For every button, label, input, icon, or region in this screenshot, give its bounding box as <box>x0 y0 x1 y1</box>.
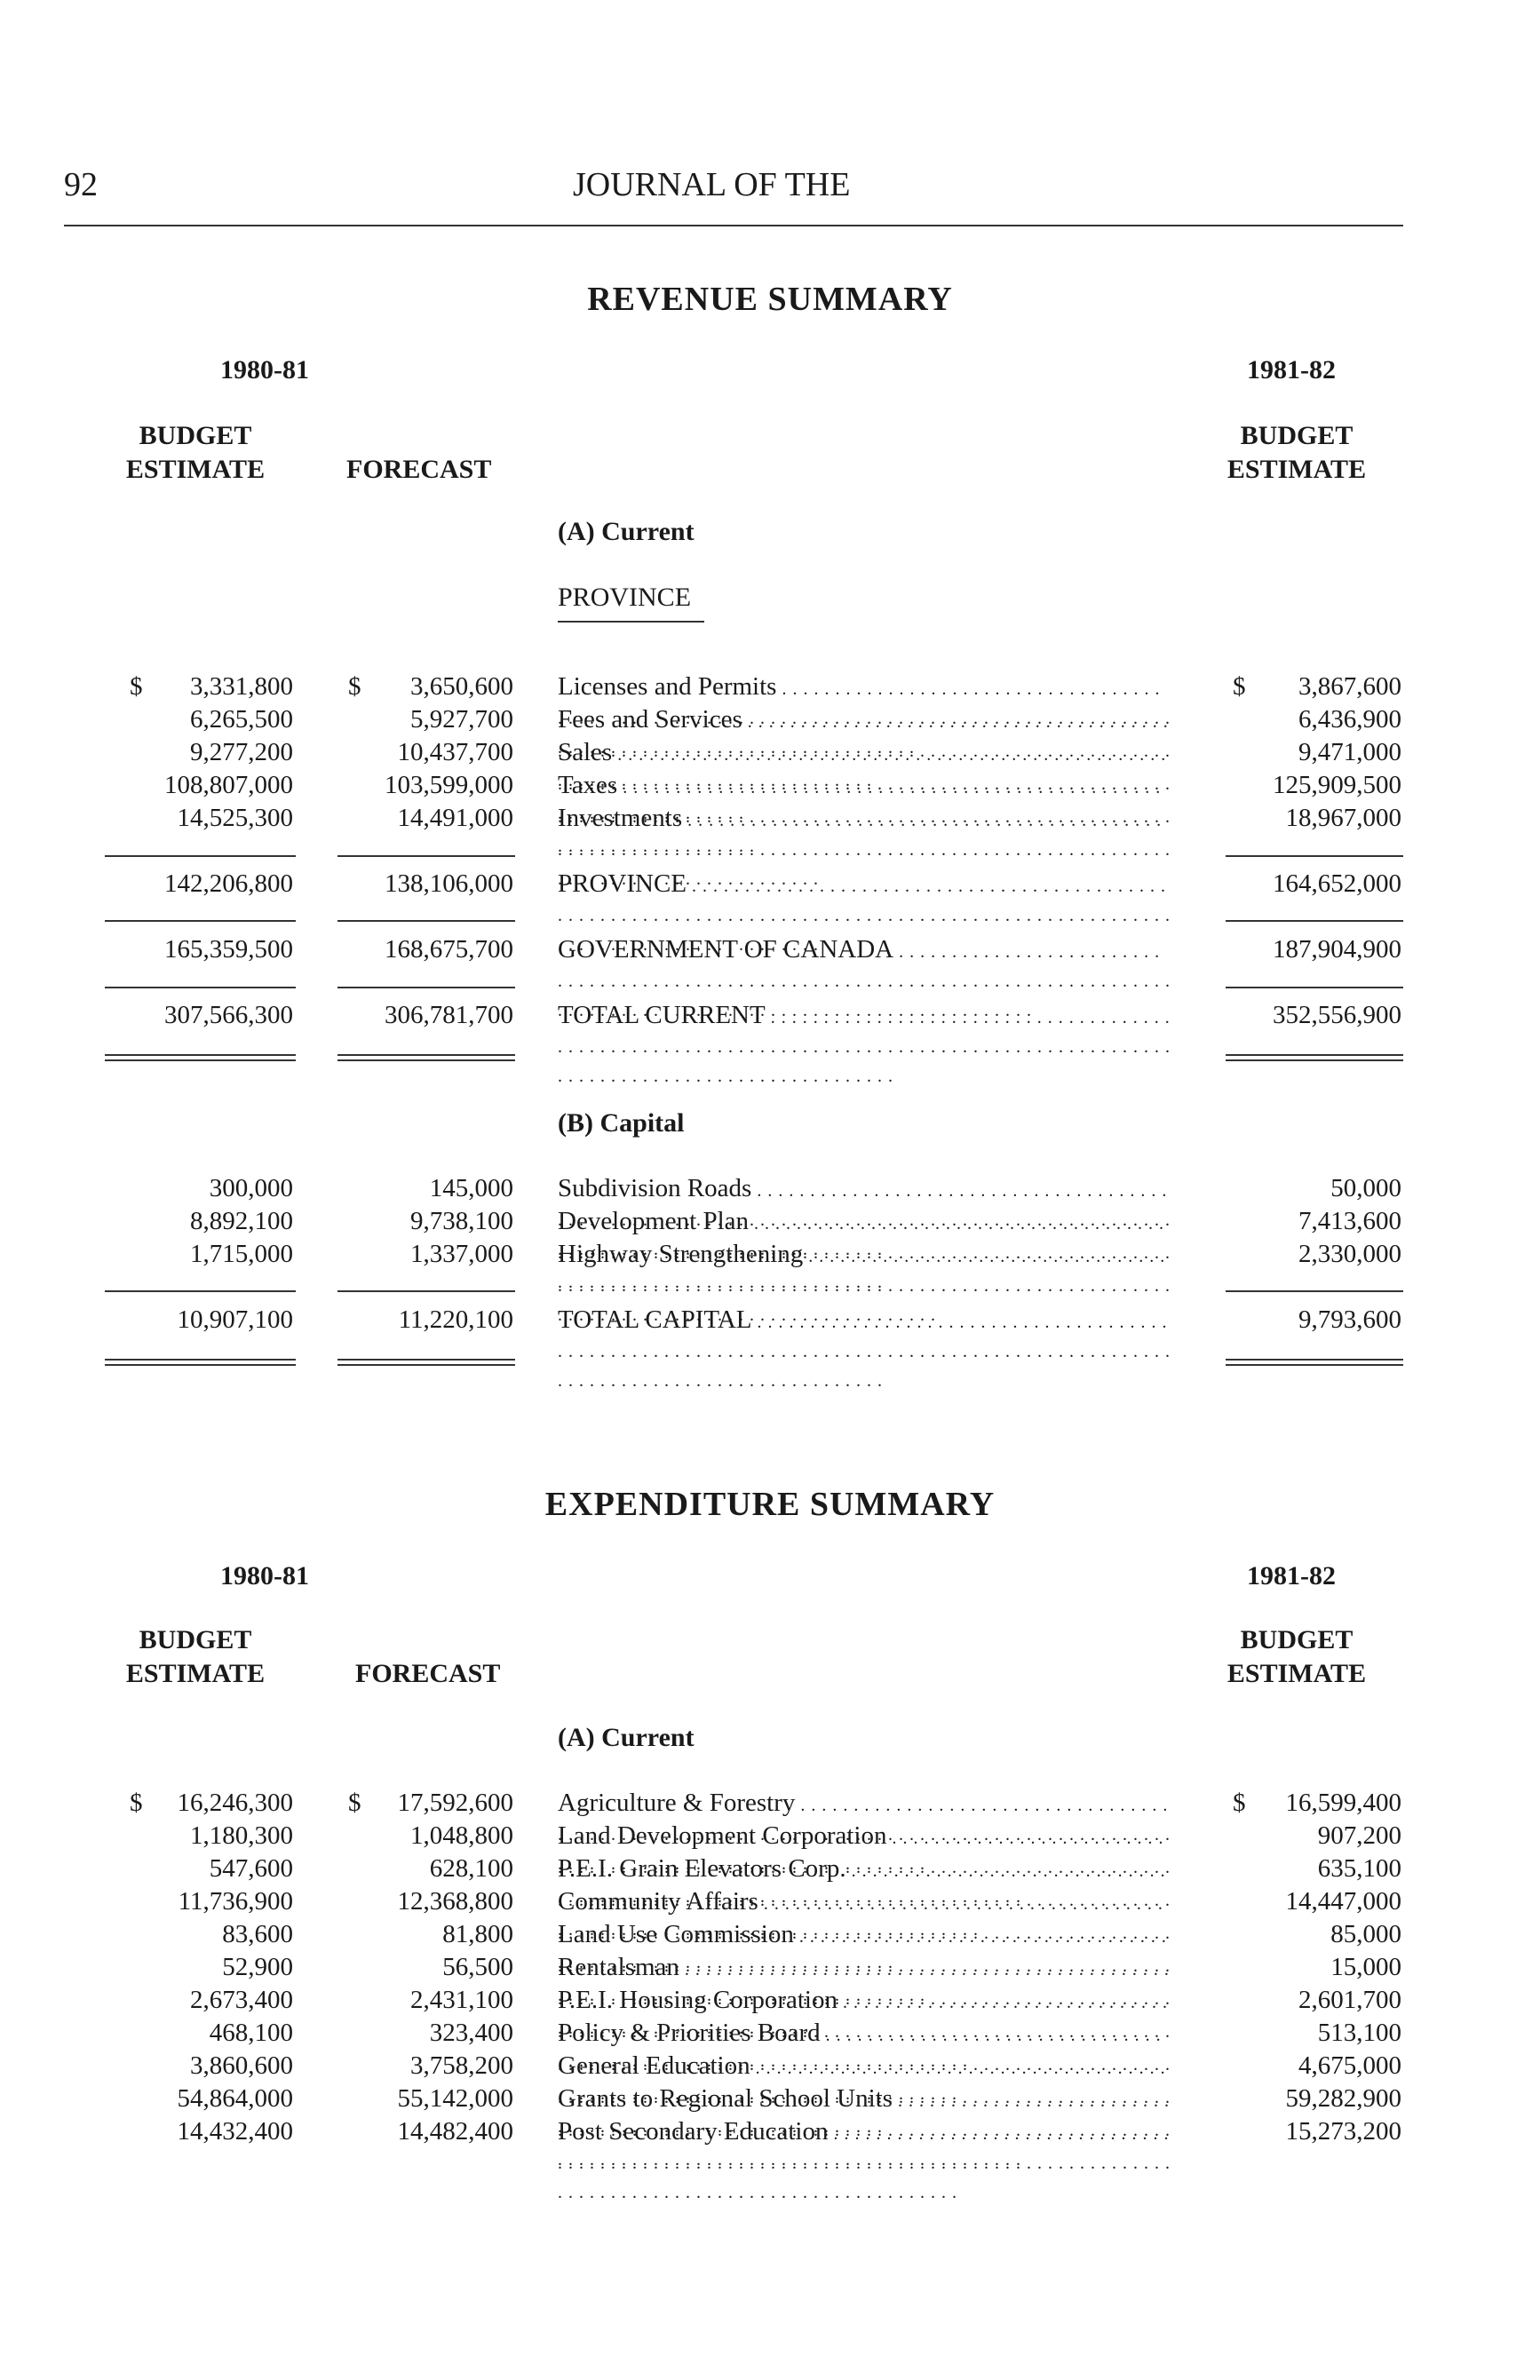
budget-81-cell: 59,282,900 <box>1285 2084 1401 2113</box>
budget-81-cell: 15,273,200 <box>1285 2117 1401 2146</box>
budget-80-cell: 11,736,900 <box>178 1887 293 1916</box>
forecast-80-cell: 12,368,800 <box>397 1887 513 1916</box>
forecast-80-cell: 323,400 <box>429 2019 513 2047</box>
currency-symbol: $ <box>1233 672 1246 701</box>
page-number: 92 <box>64 166 98 203</box>
budget-80-cell: 83,600 <box>222 1920 293 1948</box>
subtotal-rule <box>105 987 296 988</box>
budget-81-cell: 6,436,900 <box>1298 705 1401 734</box>
description-cell: Community Affairs . . . <box>558 1887 1171 1975</box>
expenditure-year-prev: 1980-81 <box>220 1561 309 1591</box>
province-underline <box>558 621 704 623</box>
revenue-current-heading: (A) Current <box>558 517 695 546</box>
budget-80-cell: 9,277,200 <box>190 738 293 766</box>
budget-81-cell: 2,330,000 <box>1298 1240 1401 1268</box>
subtotal-rule <box>1226 987 1403 988</box>
budget-81-cell: 15,000 <box>1330 1953 1401 1981</box>
forecast-80-cell: 3,758,200 <box>410 2051 513 2080</box>
budget-80-cell: 307,566,300 <box>164 1001 293 1029</box>
description-cell: Sales . . . <box>558 738 1171 826</box>
subtotal-rule <box>105 855 296 857</box>
budget-80-cell: 165,359,500 <box>164 935 293 964</box>
total-double-rule <box>1226 1054 1403 1061</box>
budget-81-cell: 50,000 <box>1330 1174 1401 1202</box>
forecast-80-cell: 56,500 <box>442 1953 513 1981</box>
subtotal-rule <box>337 987 515 988</box>
table-row <box>0 804 1540 837</box>
budget-80-cell: 547,600 <box>209 1854 293 1883</box>
budget-81-cell: 18,967,000 <box>1285 804 1401 832</box>
total-double-rule <box>1226 1359 1403 1366</box>
budget-81-cell: 9,793,600 <box>1298 1305 1401 1334</box>
subtotal-rule <box>337 1290 515 1292</box>
description-cell: Rentalsman . . . <box>558 1953 1171 2041</box>
budget-80-cell: 3,331,800 <box>190 672 293 701</box>
currency-symbol: $ <box>1233 1789 1246 1817</box>
budget-81-cell: 635,100 <box>1317 1854 1401 1883</box>
expenditure-summary-title: EXPENDITURE SUMMARY <box>544 1486 996 1523</box>
forecast-80-cell: 5,927,700 <box>410 705 513 734</box>
subtotal-rule <box>1226 855 1403 857</box>
table-row <box>0 2019 1540 2051</box>
budget-81-cell: 2,601,700 <box>1298 1986 1401 2014</box>
table-row <box>0 1207 1540 1240</box>
description-cell: Grants to Regional School Units . . . <box>558 2084 1171 2172</box>
forecast-80-cell: 306,781,700 <box>385 1001 513 1029</box>
table-row <box>0 2117 1540 2150</box>
revenue-col-forecast: FORECAST <box>346 455 492 484</box>
currency-symbol: $ <box>130 1789 143 1817</box>
budget-81-cell: 187,904,900 <box>1273 935 1401 964</box>
description-cell: Agriculture & Forestry . . . <box>558 1789 1171 1876</box>
description-cell: P.E.I. Grain Elevators Corp. . . . <box>558 1854 1171 1942</box>
currency-symbol: $ <box>130 672 143 701</box>
description-cell: Investments . . . <box>558 804 1171 892</box>
forecast-80-cell: 3,650,600 <box>410 672 513 701</box>
canada-total-row <box>0 935 1540 968</box>
budget-81-cell: 513,100 <box>1317 2019 1401 2047</box>
subtotal-rule <box>1226 1290 1403 1292</box>
budget-80-cell: 2,673,400 <box>190 1986 293 2014</box>
total-double-rule <box>337 1359 515 1366</box>
table-row <box>0 1240 1540 1273</box>
budget-81-cell: 7,413,600 <box>1298 1207 1401 1235</box>
budget-81-cell: 3,867,600 <box>1298 672 1401 701</box>
description-cell: PROVINCE . . . <box>558 869 1171 957</box>
forecast-80-cell: 81,800 <box>442 1920 513 1948</box>
table-row <box>0 1920 1540 1953</box>
budget-81-cell: 14,447,000 <box>1285 1887 1401 1916</box>
description-cell: P.E.I. Housing Corporation . . . <box>558 1986 1171 2074</box>
header-rule <box>64 225 1403 226</box>
forecast-80-cell: 168,675,700 <box>385 935 513 964</box>
forecast-80-cell: 145,000 <box>429 1174 513 1202</box>
capital-heading: (B) Capital <box>558 1108 685 1138</box>
budget-80-cell: 14,525,300 <box>177 804 293 832</box>
forecast-80-cell: 2,431,100 <box>410 1986 513 2014</box>
expenditure-col-forecast: FORECAST <box>355 1659 501 1688</box>
budget-81-cell: 907,200 <box>1317 1821 1401 1850</box>
forecast-80-cell: 628,100 <box>429 1854 513 1883</box>
description-cell: Subdivision Roads . . . <box>558 1174 1171 1262</box>
budget-80-cell: 10,907,100 <box>177 1305 293 1334</box>
budget-81-cell: 85,000 <box>1330 1920 1401 1948</box>
budget-81-cell: 352,556,900 <box>1273 1001 1401 1029</box>
description-cell: Development Plan . . . <box>558 1207 1171 1295</box>
table-row <box>0 2084 1540 2117</box>
table-row <box>0 705 1540 738</box>
currency-symbol: $ <box>348 672 361 701</box>
revenue-col-budget-estimate-80: BUDGET ESTIMATE <box>125 421 266 484</box>
description-cell: Land Development Corporation . . . <box>558 1821 1171 1909</box>
budget-80-cell: 1,715,000 <box>190 1240 293 1268</box>
description-cell: Highway Strengthening . . . <box>558 1240 1171 1328</box>
subtotal-rule <box>337 855 515 857</box>
description-cell: TOTAL CURRENT . . . <box>558 1001 1171 1089</box>
forecast-80-cell: 138,106,000 <box>385 869 513 898</box>
description-cell: General Education . . . <box>558 2051 1171 2139</box>
table-row <box>0 2051 1540 2084</box>
expenditure-year-next: 1981-82 <box>1247 1561 1336 1591</box>
description-cell: Post Secondary Education . . . <box>558 2117 1171 2205</box>
budget-80-cell: 6,265,500 <box>190 705 293 734</box>
description-cell: Land Use Commission . . . <box>558 1920 1171 2008</box>
table-row <box>0 672 1540 705</box>
province-total-row <box>0 869 1540 902</box>
budget-80-cell: 8,892,100 <box>190 1207 293 1235</box>
table-row <box>0 738 1540 771</box>
budget-81-cell: 125,909,500 <box>1273 771 1401 799</box>
revenue-year-next: 1981-82 <box>1247 355 1336 385</box>
table-row <box>0 1789 1540 1821</box>
budget-80-cell: 3,860,600 <box>190 2051 293 2080</box>
total-double-rule <box>105 1359 296 1366</box>
description-cell: Taxes . . . <box>558 771 1171 859</box>
budget-80-cell: 468,100 <box>209 2019 293 2047</box>
total-double-rule <box>105 1054 296 1061</box>
currency-symbol: $ <box>348 1789 361 1817</box>
table-row <box>0 1174 1540 1207</box>
description-cell: GOVERNMENT OF CANADA . . . <box>558 935 1171 1023</box>
description-cell: Licenses and Permits . . . <box>558 672 1171 760</box>
budget-80-cell: 52,900 <box>222 1953 293 1981</box>
budget-80-cell: 300,000 <box>209 1174 293 1202</box>
forecast-80-cell: 1,048,800 <box>410 1821 513 1850</box>
table-row <box>0 1821 1540 1854</box>
budget-81-cell: 9,471,000 <box>1298 738 1401 766</box>
budget-80-cell: 142,206,800 <box>164 869 293 898</box>
table-row <box>0 1953 1540 1986</box>
expenditure-col-budget-estimate-80: BUDGET ESTIMATE <box>125 1625 266 1688</box>
forecast-80-cell: 14,491,000 <box>397 804 513 832</box>
forecast-80-cell: 55,142,000 <box>397 2084 513 2113</box>
budget-80-cell: 54,864,000 <box>177 2084 293 2113</box>
budget-80-cell: 14,432,400 <box>177 2117 293 2146</box>
revenue-col-budget-estimate-81: BUDGET ESTIMATE <box>1226 421 1367 484</box>
forecast-80-cell: 11,220,100 <box>398 1305 513 1334</box>
budget-81-cell: 4,675,000 <box>1298 2051 1401 2080</box>
subtotal-rule <box>1226 920 1403 922</box>
revenue-summary-title: REVENUE SUMMARY <box>587 281 953 318</box>
journal-title: JOURNAL OF THE <box>573 166 851 203</box>
table-row <box>0 771 1540 804</box>
description-cell: TOTAL CAPITAL . . . <box>558 1305 1171 1393</box>
subtotal-rule <box>105 1290 296 1292</box>
forecast-80-cell: 9,738,100 <box>410 1207 513 1235</box>
budget-81-cell: 164,652,000 <box>1273 869 1401 898</box>
forecast-80-cell: 103,599,000 <box>385 771 513 799</box>
total-double-rule <box>337 1054 515 1061</box>
description-cell: Policy & Priorities Board . . . <box>558 2019 1171 2106</box>
province-heading: PROVINCE <box>558 583 692 612</box>
expenditure-current-heading: (A) Current <box>558 1723 695 1752</box>
expenditure-col-budget-estimate-81: BUDGET ESTIMATE <box>1226 1625 1367 1688</box>
budget-80-cell: 1,180,300 <box>190 1821 293 1850</box>
budget-80-cell: 108,807,000 <box>164 771 293 799</box>
table-row <box>0 1854 1540 1887</box>
forecast-80-cell: 17,592,600 <box>397 1789 513 1817</box>
subtotal-rule <box>337 920 515 922</box>
table-row <box>0 1887 1540 1920</box>
budget-81-cell: 16,599,400 <box>1285 1789 1401 1817</box>
description-cell: Fees and Services . . . <box>558 705 1171 793</box>
forecast-80-cell: 10,437,700 <box>397 738 513 766</box>
table-row <box>0 1986 1540 2019</box>
subtotal-rule <box>105 920 296 922</box>
total-capital-row <box>0 1305 1540 1338</box>
budget-80-cell: 16,246,300 <box>177 1789 293 1817</box>
total-current-row <box>0 1001 1540 1034</box>
forecast-80-cell: 14,482,400 <box>397 2117 513 2146</box>
revenue-year-prev: 1980-81 <box>220 355 309 385</box>
forecast-80-cell: 1,337,000 <box>410 1240 513 1268</box>
